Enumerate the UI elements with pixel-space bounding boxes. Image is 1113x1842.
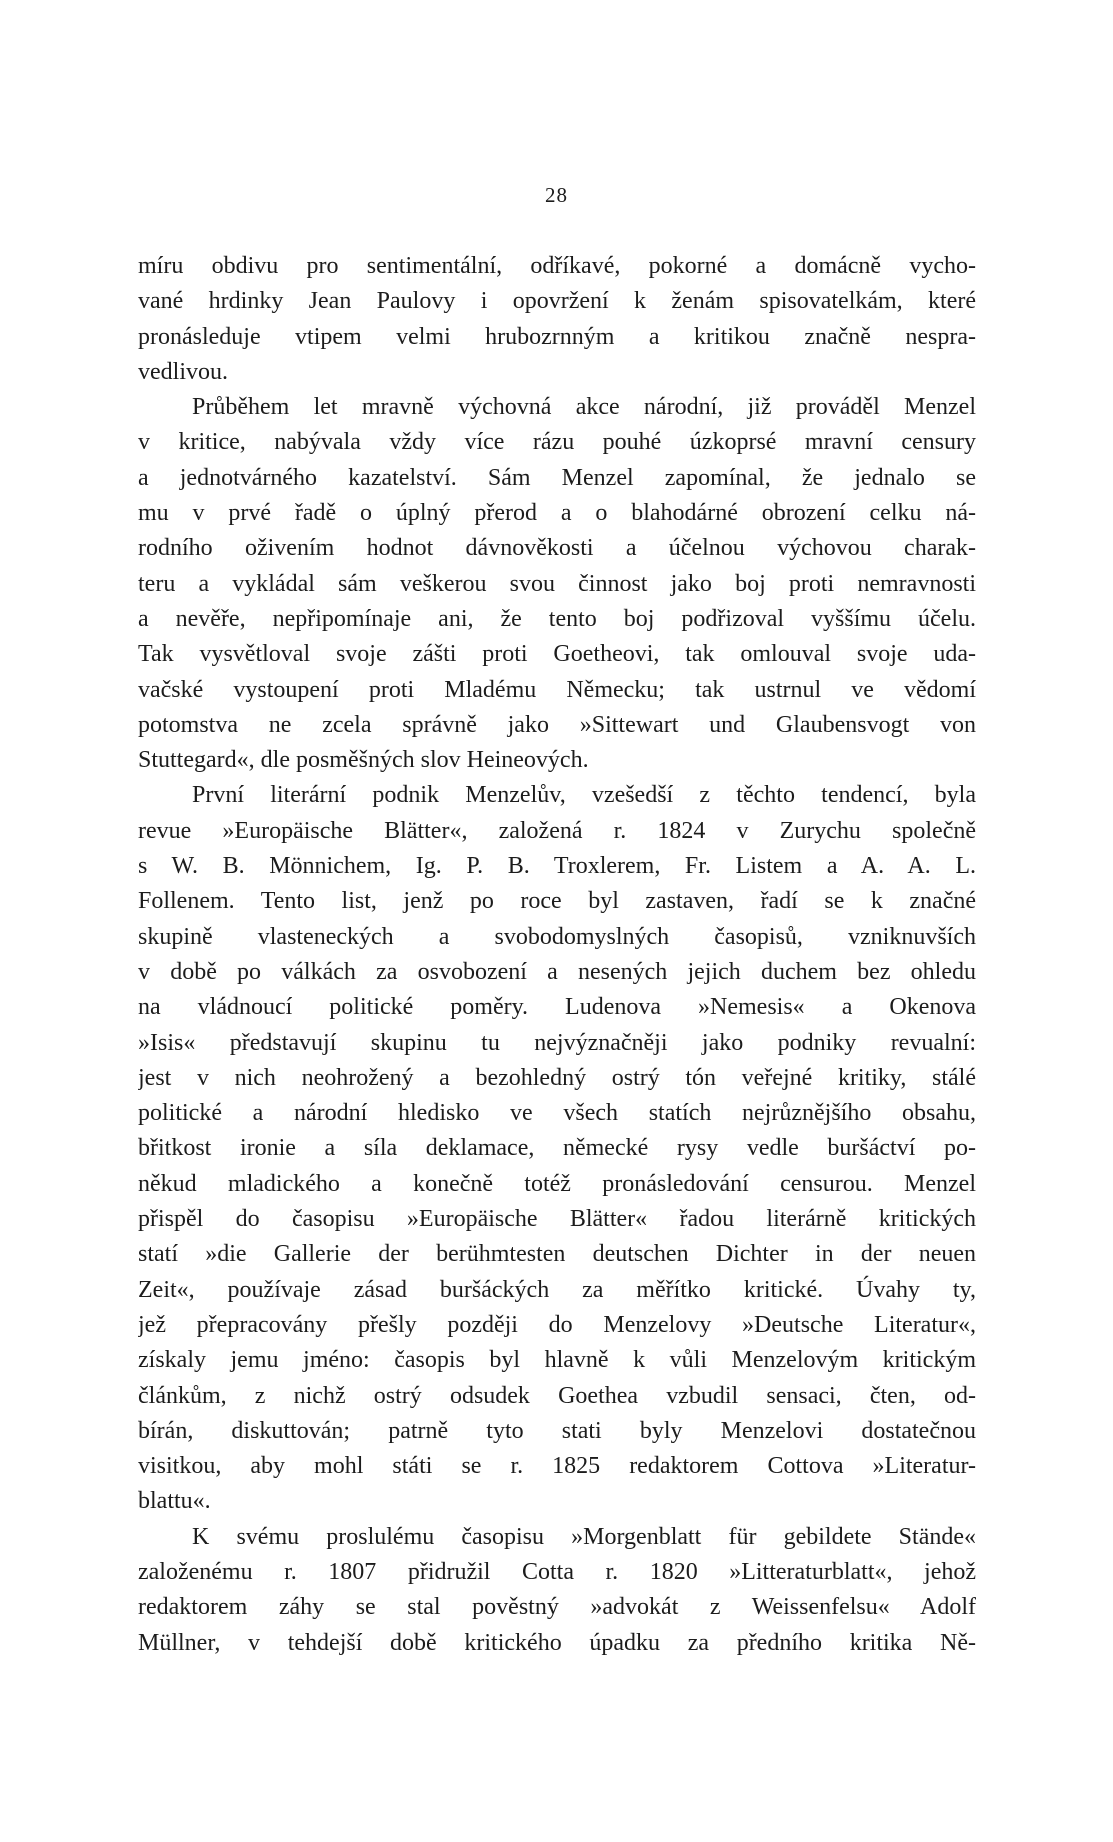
text-line: vačské vystoupení proti Mladému Německu; tak ustrnul ve vědomí [138,676,976,703]
text-line: politické a národní hledisko ve všech statích nejrůznějšího obsahu, [138,1100,976,1127]
paragraph [138,249,976,390]
text-line: založenému r. 1807 přidružil Cotta r. 1820 »Litteraturblatt«, jehož [138,1558,976,1585]
body-text [138,249,976,1661]
text-line: břitkost ironie a síla deklamace, německé rysy vedle buršáctví po- [138,1135,976,1162]
text-line: článkům, z nichž ostrý odsudek Goethea vzbudil sensaci, čten, od- [138,1382,976,1409]
text-line: statí »die Gallerie der berühmtesten deutschen Dichter in der neuen [138,1241,976,1268]
text-line: jest v nich neohrožený a bezohledný ostrý tón veřejné kritiky, stálé [138,1064,976,1091]
text-line: přispěl do časopisu »Europäische Blätter« řadou literárně kritických [138,1206,976,1233]
text-line: Follenem. Tento list, jenž po roce byl zastaven, řadí se k značné [138,888,976,915]
text-line: jež přepracovány přešly později do Menzelovy »Deutsche Literatur«, [138,1311,976,1338]
text-line: redaktorem záhy se stal pověstný »advokát z Weissenfelsu« Adolf [138,1594,976,1621]
text-line: Tak vysvětloval svoje zášti proti Goetheovi, tak omlouval svoje uda- [138,641,976,668]
text-line: »Isis« představují skupinu tu nejvýznačněji jako podniky revualní: [138,1029,976,1056]
text-line: vané hrdinky Jean Paulovy i opovržení k ženám spisovatelkám, které [138,288,976,315]
text-line: pronásleduje vtipem velmi hrubozrnným a kritikou značně nespra- [138,323,976,350]
text-line: v kritice, nabývala vždy více rázu pouhé úzkoprsé mravní censury [138,429,976,456]
text-line: skupině vlasteneckých a svobodomyslných časopisů, vzniknuvších [138,923,976,950]
text-line: a nevěře, nepřipomínaje ani, že tento boj podřizoval vyššímu účelu. [138,605,976,632]
text-line: bírán, diskuttován; patrně tyto stati byly Menzelovi dostatečnou [138,1417,976,1444]
text-line: Průběhem let mravně výchovná akce národní, již prováděl Menzel [192,394,976,421]
text-line: v době po válkách za osvobození a nesených jejich duchem bez ohledu [138,958,976,985]
text-line: míru obdivu pro sentimentální, odříkavé, pokorné a domácně vycho- [138,253,976,279]
text-line: teru a vykládal sám veškerou svou činnost jako boj proti nemravnosti [138,570,976,597]
text-line: První literární podnik Menzelův, vzešedší z těchto tendencí, byla [192,782,976,809]
text-line: potomstva ne zcela správně jako »Sittewart und Glaubensvogt von [138,711,976,738]
text-line: s W. B. Mönnichem, Ig. P. B. Troxlerem, Fr. Listem a A. A. L. [138,853,976,880]
text-line: a jednotvárného kazatelství. Sám Menzel zapomínal, že jednalo se [138,464,976,491]
text-line: někud mladického a konečně totéž pronásledování censurou. Menzel [138,1170,976,1197]
text-line: mu v prvé řadě o úplný přerod a o blahodárné obrození celku ná- [138,500,976,527]
text-line: získaly jemu jméno: časopis byl hlavně k vůli Menzelovým kritickým [138,1347,976,1374]
text-line: rodního oživením hodnot dávnověkosti a účelnou výchovou charak- [138,535,976,562]
text-line: na vládnoucí politické poměry. Ludenova »Nemesis« a Okenova [138,994,976,1021]
paragraph [138,778,976,1519]
text-line: vedlivou. [138,358,228,385]
text-line: Zeit«, používaje zásad buršáckých za měřítko kritické. Úvahy ty, [138,1276,976,1303]
text-line: visitkou, aby mohl státi se r. 1825 redaktorem Cottova »Literatur- [138,1453,976,1480]
text-line: K svému proslulému časopisu »Morgenblatt für gebildete Stände« [192,1523,976,1550]
page-number: 28 [545,183,568,207]
text-line: Müllner, v tehdejší době kritického úpadku za předního kritika Ně- [138,1629,976,1656]
text-line: blattu«. [138,1488,211,1515]
paragraph [138,1520,976,1661]
text-line: Stuttegard«, dle posměšných slov Heineových. [138,747,589,774]
paragraph [138,390,976,778]
text-line: revue »Europäische Blätter«, založená r. 1824 v Zurychu společně [138,817,976,844]
